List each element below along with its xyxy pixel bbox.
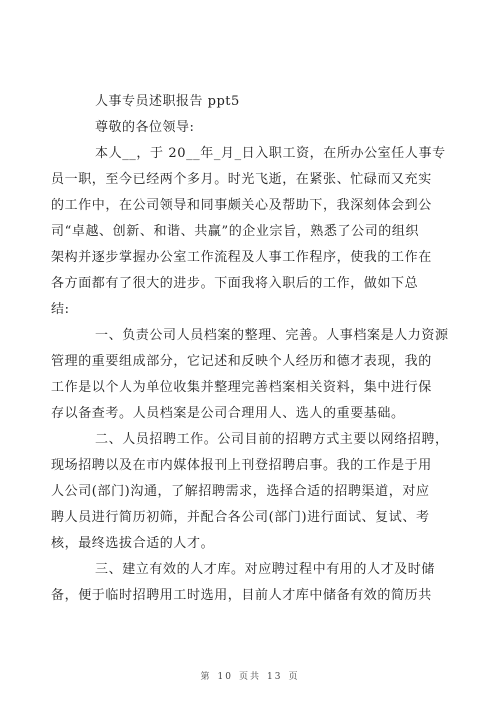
paragraph-line: 管理的重要组成部分，它记述和反映个人经历和德才表现，我的 [51, 354, 432, 369]
paragraph-recruiting [51, 427, 457, 557]
paragraph-line: 三、建立有效的人才库。对应聘过程中有用的人才及时储 [95, 562, 436, 577]
paragraph-line: 存以备查考。人员档案是公司合理用人、选人的重要基础。 [51, 406, 405, 421]
paragraph-line: 聘人员进行简历初筛，并配合各公司(部门)进行面试、复试、考 [51, 510, 430, 525]
paragraph-line: 司“卓越、创新、和谐、共赢”的企业宗旨，熟悉了公司的组织 [51, 224, 420, 239]
paragraph-line: 结: [51, 302, 70, 317]
page-total: 13 [267, 672, 283, 682]
paragraph-line: 人公司(部门)沟通，了解招聘需求，选择合适的招聘渠道，对应 [51, 484, 430, 499]
page-footer [0, 669, 500, 682]
paragraph-line: 架构并逐步掌握办公室工作流程及人事工作程序，使我的工作在 [51, 250, 432, 265]
paragraph-line: 员一职，至今已经两个多月。时光飞逝，在紧张、忙碌而又充实 [51, 172, 432, 187]
paragraph-line: 的工作中，在公司领导和同事颇关心及帮助下，我深刻体会到公 [51, 198, 432, 213]
page-label-prefix: 第 [200, 672, 212, 682]
page-label-mid: 页共 [238, 672, 261, 682]
paragraph-line: 核，最终选拔合适的人才。 [51, 536, 215, 551]
paragraph-line: 本人__，于 20__年_月_日入职工资，在所办公室任人事专 [95, 146, 446, 161]
paragraph-line: 一、负责公司人员档案的整理、完善。人事档案是人力资源 [95, 328, 449, 343]
page-current: 10 [217, 672, 233, 682]
paragraph-talent-pool [51, 557, 457, 609]
page-label-suffix: 页 [288, 672, 300, 682]
paragraph-archives [51, 323, 457, 427]
paragraph-intro [51, 141, 457, 323]
paragraph-line: 二、人员招聘工作。公司目前的招聘方式主要以网络招聘， [95, 432, 449, 447]
paragraph-line: 现场招聘以及在市内媒体报刊上刊登招聘启事。我的工作是于用 [51, 458, 432, 473]
salutation: 尊敬的各位领导: [95, 120, 195, 135]
paragraph-line: 备，便于临时招聘用工时选用，目前人才库中储备有效的简历共 [51, 588, 432, 603]
document-body [51, 89, 457, 609]
paragraph-line: 工作是以个人为单位收集并整理完善档案相关资料，集中进行保 [51, 380, 432, 395]
document-title: 人事专员述职报告 ppt5 [95, 94, 240, 109]
paragraph-line: 各方面都有了很大的进步。下面我将入职后的工作，做如下总 [51, 276, 419, 291]
